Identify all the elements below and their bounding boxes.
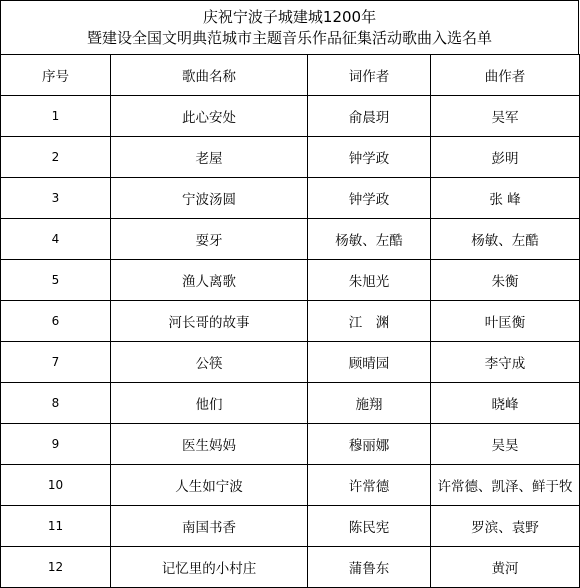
cell-composer: 晓峰 xyxy=(431,383,580,424)
table-row xyxy=(1,465,580,506)
cell-song-name: 南国书香 xyxy=(111,506,308,547)
table-row xyxy=(1,301,580,342)
cell-lyricist: 俞晨玥 xyxy=(308,96,431,137)
title-line-2: 暨建设全国文明典范城市主题音乐作品征集活动歌曲入选名单 xyxy=(86,28,492,47)
table-row xyxy=(1,137,580,178)
cell-composer: 彭明 xyxy=(431,137,580,178)
cell-composer: 朱衡 xyxy=(431,260,580,301)
cell-composer: 叶匡衡 xyxy=(431,301,580,342)
cell-composer: 李守成 xyxy=(431,342,580,383)
cell-song-name: 记忆里的小村庄 xyxy=(111,547,308,588)
table-row xyxy=(1,96,580,137)
cell-composer: 杨敏、左酷 xyxy=(431,219,580,260)
cell-number: 6 xyxy=(1,301,111,342)
cell-number: 12 xyxy=(1,547,111,588)
cell-composer: 罗滨、袁野 xyxy=(431,506,580,547)
table-row xyxy=(1,260,580,301)
table-row xyxy=(1,342,580,383)
song-table xyxy=(0,54,580,588)
header-number: 序号 xyxy=(1,55,111,96)
cell-song-name: 宁波汤圆 xyxy=(111,178,308,219)
cell-composer: 张 峰 xyxy=(431,178,580,219)
cell-lyricist: 钟学政 xyxy=(308,178,431,219)
cell-lyricist: 穆丽娜 xyxy=(308,424,431,465)
table-row xyxy=(1,506,580,547)
cell-lyricist: 蒲鲁东 xyxy=(308,547,431,588)
cell-song-name: 河长哥的故事 xyxy=(111,301,308,342)
cell-number: 3 xyxy=(1,178,111,219)
cell-composer: 许常德、凯泽、鲜于牧 xyxy=(431,465,580,506)
cell-lyricist: 许常德 xyxy=(308,465,431,506)
cell-composer: 吴军 xyxy=(431,96,580,137)
cell-song-name: 他们 xyxy=(111,383,308,424)
cell-lyricist: 钟学政 xyxy=(308,137,431,178)
cell-lyricist: 陈民宪 xyxy=(308,506,431,547)
document-title xyxy=(0,0,579,54)
cell-lyricist: 顾晴园 xyxy=(308,342,431,383)
cell-number: 10 xyxy=(1,465,111,506)
title-line-1: 庆祝宁波子城建城1200年 xyxy=(202,7,377,26)
header-lyricist: 词作者 xyxy=(308,55,431,96)
cell-number: 8 xyxy=(1,383,111,424)
table-row xyxy=(1,424,580,465)
cell-composer: 黄河 xyxy=(431,547,580,588)
cell-song-name: 医生妈妈 xyxy=(111,424,308,465)
cell-song-name: 此心安处 xyxy=(111,96,308,137)
cell-song-name: 耍牙 xyxy=(111,219,308,260)
cell-number: 4 xyxy=(1,219,111,260)
table-row xyxy=(1,178,580,219)
cell-lyricist: 杨敏、左酷 xyxy=(308,219,431,260)
cell-song-name: 人生如宁波 xyxy=(111,465,308,506)
cell-number: 2 xyxy=(1,137,111,178)
cell-song-name: 公筷 xyxy=(111,342,308,383)
table-row xyxy=(1,219,580,260)
cell-number: 7 xyxy=(1,342,111,383)
cell-lyricist: 施翔 xyxy=(308,383,431,424)
header-song-name: 歌曲名称 xyxy=(111,55,308,96)
cell-composer: 吴昊 xyxy=(431,424,580,465)
cell-number: 1 xyxy=(1,96,111,137)
cell-lyricist: 朱旭光 xyxy=(308,260,431,301)
cell-number: 11 xyxy=(1,506,111,547)
table-row xyxy=(1,547,580,588)
cell-song-name: 渔人离歌 xyxy=(111,260,308,301)
cell-number: 5 xyxy=(1,260,111,301)
cell-song-name: 老屋 xyxy=(111,137,308,178)
cell-lyricist: 江 渊 xyxy=(308,301,431,342)
cell-number: 9 xyxy=(1,424,111,465)
table-row xyxy=(1,383,580,424)
table-header-row xyxy=(1,55,580,96)
header-composer: 曲作者 xyxy=(431,55,580,96)
